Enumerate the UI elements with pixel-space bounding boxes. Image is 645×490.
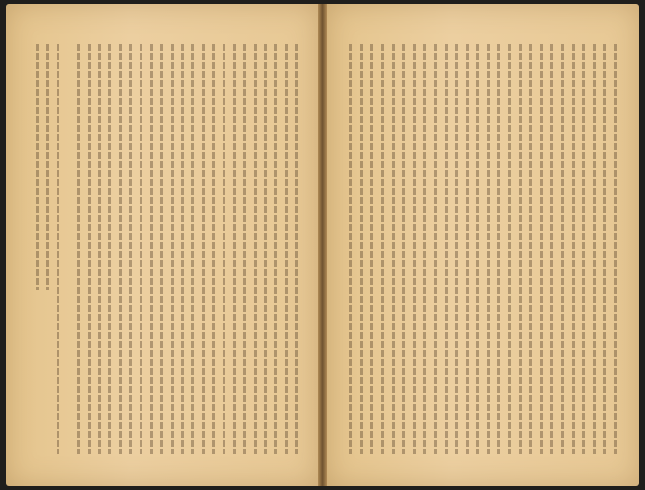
text-column xyxy=(423,44,426,454)
text-column xyxy=(129,44,132,454)
text-column xyxy=(561,44,564,454)
text-column xyxy=(402,44,405,454)
text-column xyxy=(274,44,277,454)
text-column xyxy=(519,44,522,454)
text-column xyxy=(540,44,543,454)
text-column xyxy=(295,44,298,454)
text-column xyxy=(476,44,479,454)
text-column xyxy=(140,44,143,454)
right-page xyxy=(327,4,639,486)
text-column xyxy=(582,44,585,454)
text-column xyxy=(108,44,111,454)
text-column xyxy=(497,44,500,454)
text-column xyxy=(550,44,553,454)
text-column xyxy=(254,44,257,454)
text-column xyxy=(434,44,437,454)
text-column xyxy=(603,44,606,454)
text-column xyxy=(466,44,469,454)
text-column xyxy=(614,44,617,454)
text-column xyxy=(572,44,575,454)
text-column xyxy=(349,44,352,454)
text-column xyxy=(119,44,122,454)
text-column xyxy=(529,44,532,454)
section-break xyxy=(67,44,70,454)
text-column xyxy=(445,44,448,454)
text-column xyxy=(392,44,395,454)
text-column xyxy=(36,44,39,290)
text-column xyxy=(171,44,174,454)
text-column xyxy=(202,44,205,454)
text-column xyxy=(455,44,458,454)
text-column xyxy=(223,44,226,454)
text-column xyxy=(212,44,215,454)
text-column xyxy=(46,44,49,290)
text-column xyxy=(487,44,490,454)
text-column xyxy=(381,44,384,454)
text-column xyxy=(98,44,101,454)
text-column xyxy=(181,44,184,454)
text-column xyxy=(150,44,153,454)
text-column xyxy=(370,44,373,454)
right-page-text xyxy=(349,44,617,454)
text-column xyxy=(243,44,246,454)
text-column xyxy=(264,44,267,454)
text-column xyxy=(360,44,363,454)
text-column xyxy=(285,44,288,454)
left-page xyxy=(6,4,318,486)
text-column xyxy=(593,44,596,454)
text-column xyxy=(413,44,416,454)
text-column xyxy=(88,44,91,454)
text-column xyxy=(77,44,80,454)
left-page-text xyxy=(36,44,298,454)
text-column xyxy=(191,44,194,454)
text-column xyxy=(508,44,511,454)
book-gutter xyxy=(318,4,327,486)
text-column xyxy=(233,44,236,454)
text-column xyxy=(160,44,163,454)
text-column xyxy=(57,44,60,454)
